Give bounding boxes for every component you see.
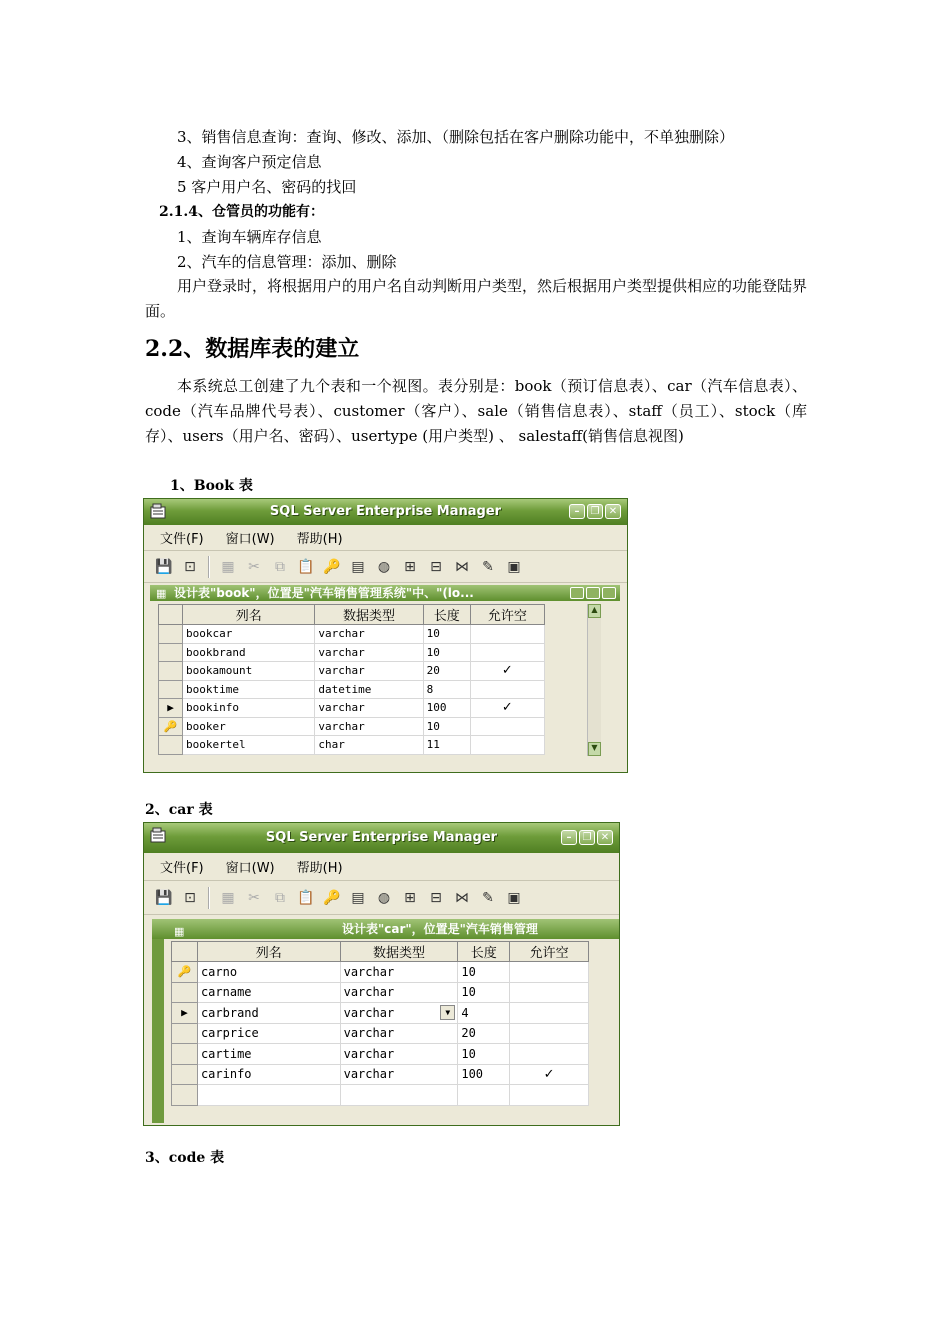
header-data-type[interactable]: 数据类型 <box>315 605 423 625</box>
row-selector[interactable] <box>172 1085 198 1106</box>
generate-script-icon[interactable]: ✎ <box>482 889 494 906</box>
vertical-scrollbar[interactable] <box>587 604 601 756</box>
length-cell-text: 10 <box>461 1046 476 1061</box>
row-selector[interactable] <box>172 982 198 1003</box>
menu-file[interactable]: 文件(F) <box>160 861 204 876</box>
data-type-cell[interactable] <box>340 962 458 983</box>
nullable-cell[interactable] <box>510 982 589 1003</box>
book-child-title: 设计表"book"，位置是"汽车销售管理系统"中、"(lo... <box>174 586 474 600</box>
menu-window[interactable]: 窗口(W) <box>225 532 275 547</box>
properties-icon[interactable]: ⊡ <box>184 558 196 575</box>
row-selector[interactable] <box>159 662 183 681</box>
column-name-cell[interactable] <box>183 717 315 736</box>
primary-key-icon[interactable]: 🔑 <box>323 558 341 575</box>
data-type-cell-text: varchar <box>318 627 365 641</box>
car-child-window <box>152 919 620 1123</box>
window-titlebar <box>144 499 627 525</box>
table-row[interactable] <box>159 699 545 718</box>
nullable-cell[interactable] <box>470 736 544 755</box>
row-selector[interactable] <box>159 643 183 662</box>
column-name-cell[interactable] <box>183 736 315 755</box>
column-name-cell[interactable] <box>197 1003 340 1024</box>
data-type-cell[interactable] <box>315 736 423 755</box>
paste-icon[interactable]: 📋 <box>297 889 315 906</box>
child-close-icon[interactable] <box>602 587 616 599</box>
nullable-cell[interactable] <box>470 680 544 699</box>
data-type-cell-text: varchar <box>318 664 365 678</box>
section-heading: 2.2、数据库表的建立 <box>145 336 360 362</box>
close-icon[interactable]: ✕ <box>605 504 621 519</box>
window-titlebar <box>144 823 619 853</box>
properties-icon[interactable]: ⊡ <box>184 889 196 906</box>
row-selector-text: ▶ <box>167 701 174 715</box>
primary-key-icon[interactable]: 🔑 <box>323 889 341 906</box>
relationships-icon[interactable]: ◍ <box>377 558 391 575</box>
length-cell-text: 10 <box>461 985 476 1000</box>
nullable-cell[interactable] <box>510 962 589 983</box>
data-type-cell-text: varchar <box>318 719 365 733</box>
data-type-cell-text: varchar <box>318 645 365 659</box>
length-cell-text: 10 <box>426 645 440 659</box>
table-row[interactable] <box>172 1064 589 1085</box>
copy-table-icon[interactable]: ▦ <box>221 889 235 906</box>
table-row[interactable] <box>159 625 545 644</box>
generate-script-icon[interactable]: ✎ <box>482 558 494 575</box>
column-name-cell[interactable] <box>183 699 315 718</box>
cut-icon[interactable]: ✂ <box>248 889 260 906</box>
indexes-icon[interactable]: ▤ <box>351 889 365 906</box>
row-selector[interactable] <box>159 680 183 699</box>
nullable-cell[interactable] <box>470 643 544 662</box>
length-cell-text: 10 <box>426 627 440 641</box>
data-type-cell[interactable] <box>315 625 423 644</box>
header-column-name[interactable]: 列名 <box>183 605 315 625</box>
child-restore-icon[interactable] <box>586 587 600 599</box>
column-name-cell[interactable] <box>183 643 315 662</box>
menu-window[interactable]: 窗口(W) <box>225 861 275 876</box>
length-cell[interactable] <box>458 962 510 983</box>
data-type-cell[interactable] <box>340 1003 458 1024</box>
length-cell[interactable] <box>458 1064 510 1085</box>
table-row[interactable] <box>159 717 545 736</box>
data-type-cell[interactable] <box>315 717 423 736</box>
nullable-cell[interactable] <box>470 625 544 644</box>
nullable-cell[interactable] <box>470 662 544 681</box>
menu-file[interactable]: 文件(F) <box>160 532 204 547</box>
column-name-cell[interactable] <box>197 1085 340 1106</box>
constraints-icon[interactable]: ⊟ <box>430 889 442 906</box>
length-cell[interactable] <box>423 680 470 699</box>
column-name-cell[interactable] <box>197 1023 340 1044</box>
subheading-warehouse: 2.1.4、仓管员的功能有： <box>159 204 324 220</box>
nullable-cell[interactable] <box>470 717 544 736</box>
data-type-cell[interactable] <box>340 982 458 1003</box>
nullable-cell-text: ✓ <box>543 1066 555 1082</box>
function-line-3: 3、销售信息查询：查询、修改、添加、（删除包括在客户删除功能中，不单独删除） <box>177 128 735 146</box>
table-row[interactable] <box>159 643 545 662</box>
nullable-cell-text: ✓ <box>501 663 513 679</box>
row-selector[interactable] <box>172 1023 198 1044</box>
design-table-icon: ▦ <box>156 587 167 600</box>
row-selector[interactable] <box>159 625 183 644</box>
paste-icon[interactable]: 📋 <box>297 558 315 575</box>
length-cell-text: 100 <box>461 1067 484 1082</box>
length-cell[interactable] <box>423 625 470 644</box>
length-cell[interactable] <box>458 982 510 1003</box>
copy-icon[interactable]: ⧉ <box>275 889 285 906</box>
window-title: SQL Server Enterprise Manager <box>269 504 502 519</box>
length-cell-text: 10 <box>426 719 440 733</box>
data-type-cell[interactable] <box>315 680 423 699</box>
length-cell[interactable] <box>458 1023 510 1044</box>
length-cell[interactable] <box>423 699 470 718</box>
column-name-cell[interactable] <box>183 680 315 699</box>
car-designer-window <box>143 822 620 1126</box>
column-name-cell[interactable] <box>183 662 315 681</box>
column-name-cell-text: cartime <box>200 1046 252 1061</box>
table-row[interactable] <box>172 962 589 983</box>
column-name-cell[interactable] <box>197 1044 340 1065</box>
row-selector[interactable] <box>172 1064 198 1085</box>
close-icon[interactable]: ✕ <box>597 830 613 845</box>
header-column-name[interactable]: 列名 <box>197 942 340 962</box>
length-cell[interactable] <box>458 1085 510 1106</box>
data-type-cell[interactable] <box>315 699 423 718</box>
row-selector[interactable] <box>172 1044 198 1065</box>
warehouse-line-2: 2、汽车的信息管理：添加、删除 <box>177 253 397 271</box>
length-cell-text: 100 <box>426 701 447 715</box>
row-selector[interactable] <box>159 699 183 718</box>
scroll-down-icon[interactable]: ▼ <box>588 742 601 756</box>
book-columns-grid <box>158 604 545 755</box>
nullable-cell[interactable] <box>510 1064 589 1085</box>
diagram-icon[interactable]: ⋈ <box>455 558 469 575</box>
nullable-cell[interactable] <box>510 1085 589 1106</box>
header-length[interactable]: 长度 <box>423 605 470 625</box>
row-selector[interactable] <box>172 1003 198 1024</box>
length-cell-text: 10 <box>461 964 476 979</box>
cut-icon[interactable]: ✂ <box>248 558 260 575</box>
caption-book: 1、Book 表 <box>170 478 253 494</box>
dropdown-arrow-icon[interactable]: ▼ <box>440 1005 455 1020</box>
data-type-cell[interactable] <box>340 1044 458 1065</box>
header-length[interactable]: 长度 <box>458 942 510 962</box>
constraints-icon[interactable]: ⊟ <box>430 558 442 575</box>
diagram-icon[interactable]: ⋈ <box>455 889 469 906</box>
row-selector[interactable] <box>172 962 198 983</box>
menu-help[interactable]: 帮助(H) <box>296 861 343 876</box>
data-type-cell-text: varchar <box>343 964 395 979</box>
length-cell[interactable] <box>423 662 470 681</box>
column-name-cell-text: carbrand <box>200 1005 259 1020</box>
data-type-cell-text: varchar <box>343 1005 395 1020</box>
data-type-cell-text: varchar <box>343 1046 395 1061</box>
copy-icon[interactable]: ⧉ <box>275 558 285 575</box>
table-view-icon[interactable]: ▣ <box>507 558 521 575</box>
car-child-title: 设计表"car"，位置是"汽车销售管理 <box>342 922 538 936</box>
nullable-cell[interactable] <box>510 1023 589 1044</box>
data-type-cell-text: varchar <box>343 985 395 1000</box>
design-table-icon: ▦ <box>174 925 185 938</box>
manage-indexes-icon[interactable]: ⊞ <box>404 558 416 575</box>
header-nullable[interactable]: 允许空 <box>470 605 544 625</box>
save-icon[interactable]: 💾 <box>155 889 173 906</box>
data-type-cell-text: datetime <box>318 682 372 696</box>
data-type-cell[interactable] <box>340 1085 458 1106</box>
column-name-cell-text: carname <box>200 985 252 1000</box>
column-name-cell-text: bookertel <box>186 738 246 752</box>
book-designer-window <box>143 498 628 773</box>
row-selector-text: 🔑 <box>177 965 192 979</box>
table-row[interactable] <box>159 736 545 755</box>
indexes-icon[interactable]: ▤ <box>351 558 365 575</box>
table-row[interactable] <box>172 1003 589 1024</box>
nullable-cell[interactable] <box>510 1003 589 1024</box>
column-name-cell-text: bookcar <box>186 627 233 641</box>
length-cell[interactable] <box>423 643 470 662</box>
length-cell-text: 20 <box>426 664 440 678</box>
manage-indexes-icon[interactable]: ⊞ <box>404 889 416 906</box>
data-type-cell-text: char <box>318 738 345 752</box>
nullable-cell-text: ✓ <box>501 700 513 716</box>
section-paragraph: 本系统总工创建了九个表和一个视图。表分别是：book（预订信息表）、car（汽车信息表）、code（汽车品牌代号表）、customer（客户）、sale（销售信息表）、staff（员工）、stock（库存）、users（用户名、密码）、usertype (用户类型) 、 salestaff(销售信息视图) <box>145 377 807 445</box>
data-type-cell[interactable] <box>315 662 423 681</box>
row-selector-text: ▶ <box>181 1006 188 1020</box>
column-name-cell-text: carprice <box>200 1026 259 1041</box>
length-cell[interactable] <box>423 736 470 755</box>
column-name-cell-text: booker <box>186 719 226 733</box>
column-name-cell-text: bookinfo <box>186 701 240 715</box>
menu-help[interactable]: 帮助(H) <box>296 532 343 547</box>
table-view-icon[interactable]: ▣ <box>507 889 521 906</box>
column-name-cell-text: bookamount <box>186 664 253 678</box>
minimize-icon[interactable]: – <box>569 504 585 519</box>
column-name-cell[interactable] <box>197 982 340 1003</box>
book-child-window <box>150 585 620 767</box>
table-row[interactable] <box>172 1085 589 1106</box>
data-type-cell-text: varchar <box>343 1026 395 1041</box>
row-selector[interactable] <box>159 717 183 736</box>
nullable-cell[interactable] <box>510 1044 589 1065</box>
column-name-cell[interactable] <box>183 625 315 644</box>
car-columns-grid <box>171 941 589 1106</box>
length-cell[interactable] <box>458 1003 510 1024</box>
caption-code: 3、code 表 <box>145 1150 225 1166</box>
caption-car: 2、car 表 <box>145 802 213 818</box>
relationships-icon[interactable]: ◍ <box>377 889 391 906</box>
copy-table-icon[interactable]: ▦ <box>221 558 235 575</box>
child-minimize-icon[interactable] <box>570 587 584 599</box>
row-selector[interactable] <box>159 736 183 755</box>
length-cell[interactable] <box>423 717 470 736</box>
column-name-cell[interactable] <box>197 962 340 983</box>
column-name-cell-text: carno <box>200 964 238 979</box>
length-cell-text: 4 <box>461 1005 469 1020</box>
column-name-cell-text: booktime <box>186 682 240 696</box>
length-cell-text: 11 <box>426 738 440 752</box>
header-nullable[interactable]: 允许空 <box>510 942 589 962</box>
row-selector-text: 🔑 <box>163 719 178 733</box>
length-cell[interactable] <box>458 1044 510 1065</box>
save-icon[interactable]: 💾 <box>155 558 173 575</box>
column-name-cell[interactable] <box>197 1064 340 1085</box>
table-row[interactable] <box>159 680 545 699</box>
restore-icon[interactable]: ❐ <box>587 504 603 519</box>
data-type-cell-text: varchar <box>343 1067 395 1082</box>
length-cell-text: 20 <box>461 1026 476 1041</box>
data-type-cell[interactable] <box>340 1023 458 1044</box>
data-type-cell[interactable] <box>340 1064 458 1085</box>
table-row[interactable] <box>172 982 589 1003</box>
nullable-cell[interactable] <box>470 699 544 718</box>
column-name-cell-text: bookbrand <box>186 645 246 659</box>
data-type-cell-text: varchar <box>318 701 365 715</box>
data-type-cell[interactable] <box>315 643 423 662</box>
header-data-type[interactable]: 数据类型 <box>340 942 458 962</box>
restore-icon[interactable]: ❐ <box>579 830 595 845</box>
function-line-5: 5 客户用户名、密码的找回 <box>177 178 357 196</box>
login-paragraph: 用户登录时，将根据用户的用户名自动判断用户类型，然后根据用户类型提供相应的功能登陆界面。 <box>145 277 808 320</box>
scroll-up-icon[interactable]: ▲ <box>588 604 601 618</box>
function-line-4: 4、查询客户预定信息 <box>177 153 322 171</box>
warehouse-line-1: 1、查询车辆库存信息 <box>177 228 322 246</box>
minimize-icon[interactable]: – <box>561 830 577 845</box>
window-title: SQL Server Enterprise Manager <box>265 830 498 845</box>
length-cell-text: 8 <box>426 682 434 696</box>
table-row[interactable] <box>172 1044 589 1065</box>
column-name-cell-text: carinfo <box>200 1067 252 1082</box>
table-row[interactable] <box>159 662 545 681</box>
table-row[interactable] <box>172 1023 589 1044</box>
